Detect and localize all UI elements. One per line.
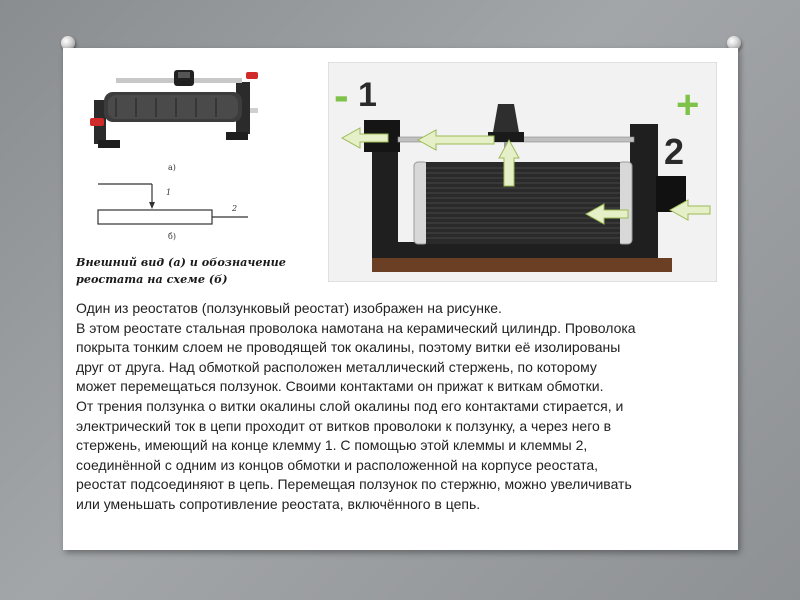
coil-cylinder [414, 162, 632, 244]
figure-label-b: б) [168, 232, 176, 241]
text-line: Один из реостатов (ползунковый реостат) изображен на рисунке. [76, 300, 502, 316]
caption-line: Внешний вид (а) и обозначение [76, 255, 286, 269]
rheostat-photo-and-symbol-figure [86, 62, 262, 242]
wooden-base [372, 258, 672, 272]
terminal-one-label: 1 [358, 76, 377, 114]
terminal-label-2: 2 [232, 204, 238, 213]
text-line: может перемещаться ползунок. Своими контактами он прижат к виткам обмотки. [76, 378, 604, 395]
text-line: стержень, имеющий на конце клемму 1. С помощью этой клеммы и клеммы 2, [76, 437, 588, 454]
text-line: друг от друга. Над обмоткой расположен металлический стержень, по которому [76, 358, 597, 375]
text-line: соединённой с одним из концов обмотки и расположенной на корпусе реостата, [76, 456, 599, 473]
figure-label-a: а) [168, 163, 176, 172]
text-line: электрический ток в цепи проходит от витков проволоки к ползунку, а через него в [76, 417, 612, 434]
figure-caption [76, 254, 316, 288]
terminal-two-label: 2 [664, 131, 685, 172]
text-line: От трения ползунка о витки окалины слой окалины под его контактами стирается, и [76, 397, 624, 414]
description-paragraph [76, 299, 736, 515]
plus-sign: + [676, 83, 700, 127]
text-line: или уменьшать сопротивление реостата, включённого в цепь. [76, 495, 481, 512]
text-line: В этом реостате стальная проволока намотана на керамический цилиндр. Проволока [76, 319, 636, 336]
caption-line: реостата на схеме (б) [76, 272, 228, 286]
terminal-label-1: 1 [166, 188, 172, 197]
rheostat-diagram [328, 62, 717, 282]
text-line: покрыта тонким слоем не проводящей ток окалины, поэтому витки её изолированы [76, 339, 621, 356]
minus-sign: - [334, 71, 349, 120]
text-line: реостат подсоединяют в цепь. Перемещая ползунок по стержню, можно увеличивать [76, 476, 632, 493]
